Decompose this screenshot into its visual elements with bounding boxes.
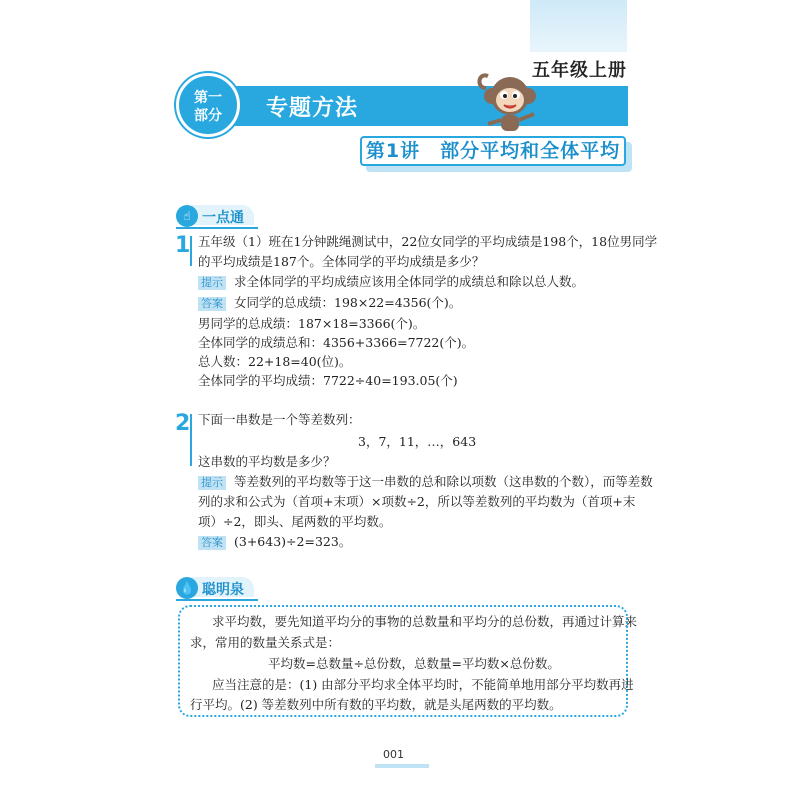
answer-text: 全体同学的成绩总和：4356+3366=7722(个)。 [198,335,475,350]
answer-text: 女同学的总成绩：198×22=4356(个)。 [234,295,462,310]
problem-divider [190,236,192,266]
problem-text: 这串数的平均数是多少？ [198,454,336,469]
water-drop-icon: 💧 [176,577,198,599]
hint-text: 项）÷2，即头、尾两数的平均数。 [198,514,392,529]
answer-text: 总人数：22+18=40(位)。 [198,354,352,369]
page-number: 001 [383,748,404,761]
part-line-2: 部分 [194,108,222,124]
sequence-text: 3，7，11，…，643 [358,434,477,449]
answer-text: 男同学的总成绩：187×18=3366(个)。 [198,316,426,331]
answer-tag: 答案 [198,536,226,550]
tip-text: 应当注意的是：(1) 由部分平均求全体平均时，不能简单地用部分平均数再进 [212,677,634,692]
grade-label: 五年级上册 [532,60,627,81]
banner-title: 专题方法 [266,96,359,121]
problem-text: 的平均成绩是187个。全体同学的平均成绩是多少？ [198,254,485,269]
answer-text: (3+643)÷2=323。 [234,534,352,549]
hint-text: 列的求和公式为（首项+末项）×项数÷2，所以等差数列的平均数为（首项+末 [198,494,636,509]
hint-tag: 提示 [198,476,226,490]
answer-line [198,293,461,313]
section-header-yidiantong [176,205,258,229]
answer-text: 全体同学的平均成绩：7722÷40=193.05(个) [198,373,458,388]
answer-line [198,532,351,552]
tip-text: 求，常用的数量关系式是： [190,635,341,650]
hint-line [198,472,653,492]
hint-text: 求全体同学的平均成绩应该用全体同学的成绩总和除以总人数。 [234,274,585,289]
header-tab [530,0,627,52]
part-badge [176,73,240,137]
problem-text: 五年级（1）班在1分钟跳绳测试中，22位女同学的平均成绩是198个，18位男同学 [198,234,658,249]
lesson-title: 第1讲 部分平均和全体平均 [360,136,626,166]
part-line-1: 第一 [194,90,222,106]
tip-text: 行平均。(2) 等差数列中所有数的平均数，就是头尾两数的平均数。 [190,697,562,712]
monkey-mascot-icon [474,62,546,140]
tip-formula: 平均数=总数量÷总份数，总数量=平均数×总份数。 [268,656,560,671]
hint-text: 等差数列的平均数等于这一串数的总和除以项数（这串数的个数），而等差数 [234,474,653,489]
section-header-congmingquan [176,577,258,601]
tip-text: 求平均数，要先知道平均分的事物的总数量和平均分的总份数，再通过计算来 [212,614,638,629]
hint-line [198,272,584,292]
section-title: 聪明泉 [202,582,244,598]
hint-tag: 提示 [198,276,226,290]
answer-tag: 答案 [198,297,226,311]
section-title: 一点通 [202,210,244,226]
problem-text: 下面一串数是一个等差数列： [198,412,361,427]
pointing-hand-icon: ☝ [176,205,198,227]
page-number-bar [375,764,429,768]
problem-divider [190,414,192,466]
problem-number: 1 [175,233,191,258]
problem-number: 2 [175,411,191,436]
